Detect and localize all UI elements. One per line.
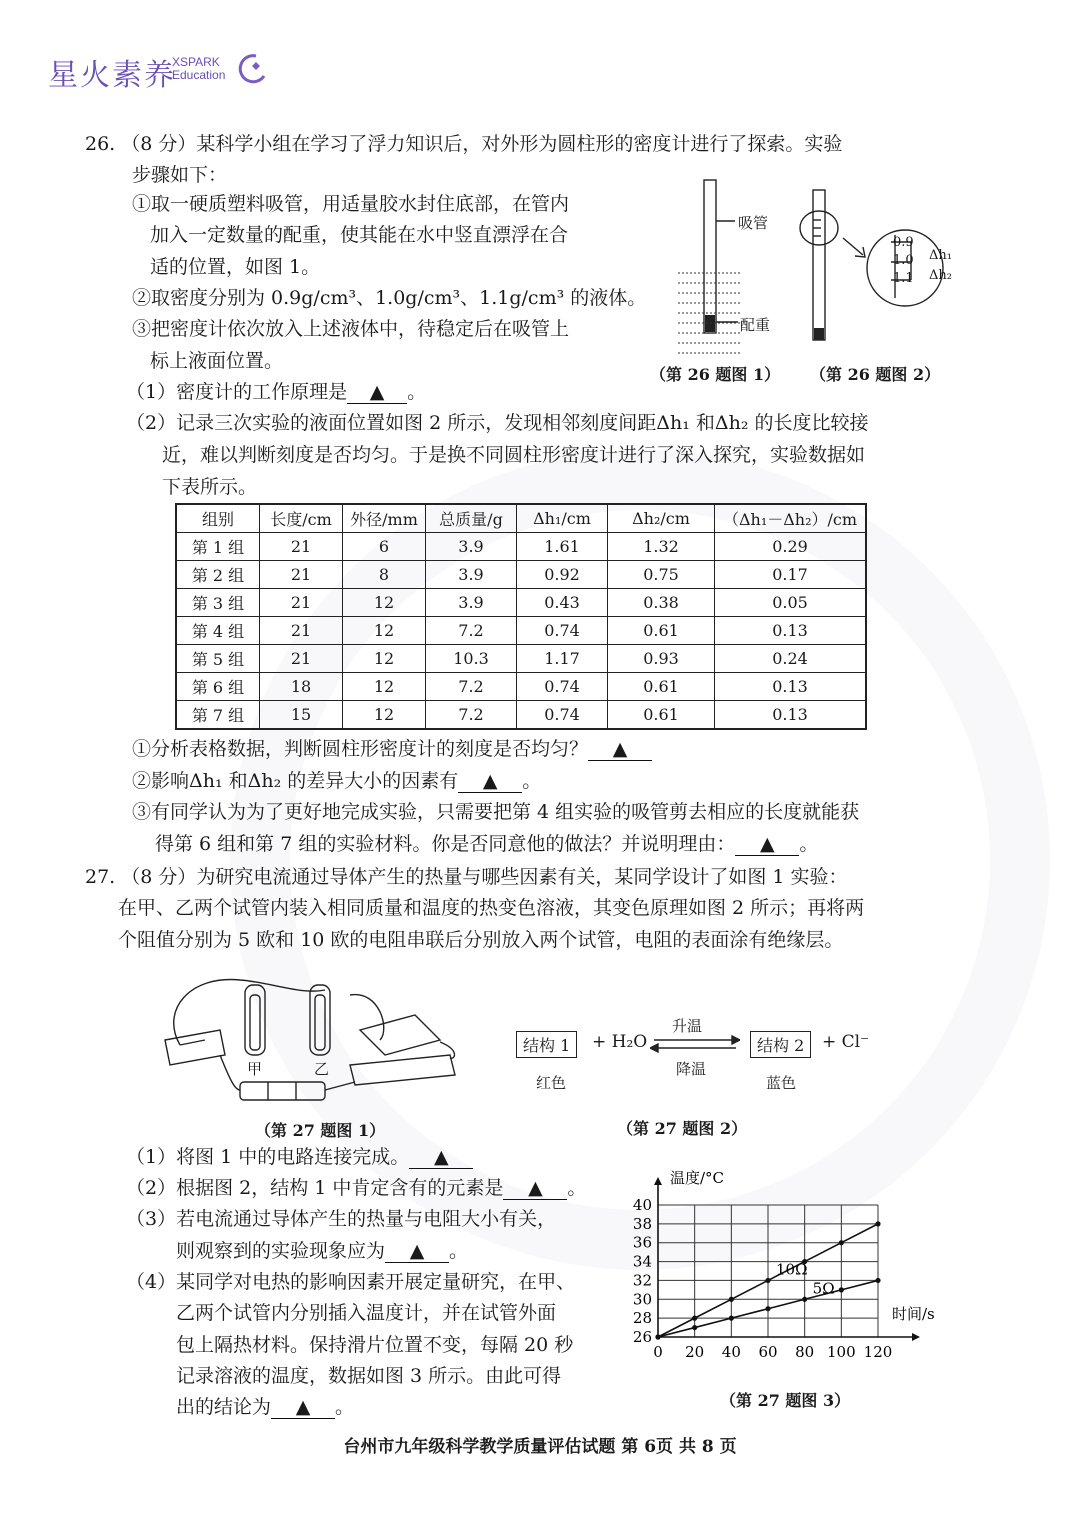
answer-blank[interactable] bbox=[503, 1177, 567, 1200]
table-cell: 0.92 bbox=[517, 561, 608, 589]
table-cell: 21 bbox=[260, 533, 343, 561]
q26-part1: （1）密度计的工作原理是 ▲ 。 bbox=[126, 381, 427, 403]
q27-part3-line1: （3）若电流通过导体产生的热量与电阻大小有关， bbox=[126, 1208, 557, 1230]
table-cell: 3.9 bbox=[426, 589, 517, 617]
q26-step3-line2: 标上液面位置。 bbox=[150, 350, 284, 372]
y-tick-label: 32 bbox=[632, 1271, 652, 1290]
table-header-cell: Δh₁/cm bbox=[517, 504, 608, 533]
table-cell: 0.24 bbox=[715, 645, 867, 673]
table-cell: 0.17 bbox=[715, 561, 867, 589]
series-label: 10Ω bbox=[776, 1260, 808, 1279]
q27-part1-text: （1）将图 1 中的电路连接完成。 bbox=[126, 1146, 410, 1168]
data-point bbox=[875, 1221, 880, 1226]
table-cell: 0.29 bbox=[715, 533, 867, 561]
q27-figure1-circuit bbox=[150, 970, 465, 1110]
table-row bbox=[176, 589, 866, 617]
x-tick-label: 100 bbox=[827, 1343, 856, 1361]
q27-part3-text: 则观察到的实验现象应为 bbox=[176, 1240, 386, 1262]
answer-blank[interactable] bbox=[347, 381, 407, 404]
q26-part2-line3: 下表所示。 bbox=[162, 476, 258, 498]
q26-intro-line2: 步骤如下： bbox=[132, 164, 228, 186]
y-axis-arrow-icon bbox=[654, 1177, 662, 1185]
table-cell: 12 bbox=[343, 701, 426, 730]
data-point bbox=[729, 1316, 734, 1321]
table-header-row bbox=[176, 504, 866, 533]
q26-step3-line1: ③把密度计依次放入上述液体中，待稳定后在吸管上 bbox=[132, 318, 570, 340]
y-tick-label: 26 bbox=[632, 1328, 652, 1346]
q26-intro-line1: 26. （8 分）某科学小组在学习了浮力知识后，对外形为圆柱形的密度计进行了探索。实验 bbox=[85, 133, 843, 155]
table-cell: 0.61 bbox=[608, 701, 715, 730]
answer-blank[interactable] bbox=[735, 833, 799, 856]
struct1-box: 结构 1 bbox=[516, 1031, 577, 1058]
answer-blank[interactable] bbox=[458, 770, 522, 793]
red-label: 红色 bbox=[536, 1074, 567, 1092]
table-cell: 7.2 bbox=[426, 701, 517, 730]
table-cell: 0.43 bbox=[517, 589, 608, 617]
table-cell: 0.13 bbox=[715, 617, 867, 645]
q27-part2-text: （2）根据图 2，结构 1 中肯定含有的元素是 bbox=[126, 1177, 504, 1199]
table-cell: 18 bbox=[260, 673, 343, 701]
fig2-dh2: Δh₂ bbox=[929, 268, 952, 283]
table-cell: 8 bbox=[343, 561, 426, 589]
q26-fig1-caption: （第 26 题图 1） bbox=[650, 365, 781, 384]
q26-sub1 bbox=[132, 738, 652, 761]
q27-part4-line1: （4）某同学对电热的影响因素开展定量研究，在甲、 bbox=[126, 1271, 576, 1293]
table-cell: 0.74 bbox=[517, 617, 608, 645]
table-cell: 15 bbox=[260, 701, 343, 730]
table-cell: 7.2 bbox=[426, 673, 517, 701]
q27-part4-text: 出的结论为 bbox=[176, 1396, 272, 1418]
q27-intro-line1: 27. （8 分）为研究电流通过导体产生的热量与哪些因素有关，某同学设计了如图 1 实验： bbox=[85, 866, 848, 888]
table-cell: 第 1 组 bbox=[176, 533, 260, 561]
tick-1-0: 1.0 bbox=[893, 253, 914, 268]
brand-logo bbox=[48, 50, 176, 94]
table-row bbox=[176, 673, 866, 701]
table-cell: 12 bbox=[343, 673, 426, 701]
triangle-marker: ▲ bbox=[612, 738, 628, 760]
data-point bbox=[765, 1306, 770, 1311]
q26-part2-line2: 近，难以判断刻度是否均匀。于是换不同圆柱形密度计进行了深入探究，实验数据如 bbox=[162, 444, 866, 466]
table-cell: 第 4 组 bbox=[176, 617, 260, 645]
table-cell: 0.13 bbox=[715, 701, 867, 730]
table-cell: 7.2 bbox=[426, 617, 517, 645]
data-point bbox=[729, 1297, 734, 1302]
table-cell: 第 6 组 bbox=[176, 673, 260, 701]
blue-label: 蓝色 bbox=[766, 1074, 797, 1092]
x-tick-label: 80 bbox=[795, 1343, 815, 1361]
logo-chinese: 星火素养 bbox=[48, 58, 176, 93]
temperature-time-chart bbox=[620, 1165, 960, 1380]
triangle-marker: ▲ bbox=[482, 770, 498, 792]
q26-part2-line1: （2）记录三次实验的液面位置如图 2 所示，发现相邻刻度间距Δh₁ 和Δh₂ 的长度比较接 bbox=[126, 412, 869, 434]
y-tick-label: 40 bbox=[632, 1196, 652, 1214]
q27-fig1-caption: （第 27 题图 1） bbox=[255, 1121, 386, 1140]
table-cell: 0.13 bbox=[715, 673, 867, 701]
data-point bbox=[655, 1334, 660, 1339]
table-header-cell: （Δh₁－Δh₂）/cm bbox=[715, 504, 867, 533]
table-cell: 1.61 bbox=[517, 533, 608, 561]
q26-figure1-diagram bbox=[670, 175, 790, 360]
q26-sub2: ②影响Δh₁ 和Δh₂ 的差异大小的因素有 ▲ 。 bbox=[132, 770, 542, 792]
data-point bbox=[765, 1278, 770, 1283]
triangle-marker: ▲ bbox=[409, 1240, 425, 1262]
x-axis-arrow-icon bbox=[912, 1333, 920, 1341]
fig27-label-yi: 乙 bbox=[314, 1060, 330, 1078]
answer-blank[interactable] bbox=[409, 1146, 473, 1169]
q26-step1-line1: ①取一硬质塑料吸管，用适量胶水封住底部，在管内 bbox=[132, 193, 570, 215]
table-cell: 第 3 组 bbox=[176, 589, 260, 617]
table-cell: 第 5 组 bbox=[176, 645, 260, 673]
table-cell: 21 bbox=[260, 645, 343, 673]
q27-part4-line3: 包上隔热材料。保持滑片位置不变，每隔 20 秒 bbox=[176, 1334, 574, 1356]
fig2-dh1: Δh₁ bbox=[929, 248, 952, 263]
table-cell: 1.32 bbox=[608, 533, 715, 561]
x-tick-label: 20 bbox=[685, 1343, 705, 1361]
q26-data-table bbox=[175, 503, 867, 730]
table-cell: 12 bbox=[343, 617, 426, 645]
spark-logo-icon bbox=[230, 52, 270, 84]
table-cell: 第 2 组 bbox=[176, 561, 260, 589]
q26-sub3-line2: 得第 6 组和第 7 组的实验材料。你是否同意他的做法？并说明理由： ▲ 。 bbox=[155, 833, 819, 855]
data-point bbox=[875, 1278, 880, 1283]
triangle-marker: ▲ bbox=[295, 1396, 311, 1418]
x-tick-label: 0 bbox=[653, 1343, 663, 1361]
q27-fig3-caption: （第 27 题图 3） bbox=[720, 1391, 851, 1410]
q27-part1 bbox=[126, 1146, 473, 1169]
table-cell: 0.93 bbox=[608, 645, 715, 673]
answer-blank[interactable] bbox=[385, 1240, 449, 1263]
table-row bbox=[176, 561, 866, 589]
data-point bbox=[802, 1297, 807, 1302]
q26-sub1-text: ①分析表格数据，判断圆柱形密度计的刻度是否均匀？ bbox=[132, 738, 589, 760]
answer-blank[interactable] bbox=[271, 1396, 335, 1419]
fig1-label-tube: 吸管 bbox=[738, 214, 769, 232]
y-tick-label: 28 bbox=[632, 1309, 652, 1328]
triangle-marker: ▲ bbox=[760, 833, 775, 855]
y-axis-label: 温度/°C bbox=[670, 1169, 725, 1187]
q26-sub3-text: 得第 6 组和第 7 组的实验材料。你是否同意他的做法？并说明理由： bbox=[155, 833, 736, 855]
table-header-cell: 长度/cm bbox=[260, 504, 343, 533]
table-cell: 12 bbox=[343, 645, 426, 673]
tick-1-1: 1.1 bbox=[893, 271, 914, 286]
y-tick-label: 38 bbox=[632, 1214, 652, 1233]
data-point bbox=[692, 1316, 697, 1321]
q27-part2: （2）根据图 2，结构 1 中肯定含有的元素是 ▲ 。 bbox=[126, 1177, 587, 1199]
struct2-box: 结构 2 bbox=[750, 1031, 811, 1058]
logo-en-line2: Education bbox=[172, 68, 226, 82]
logo-en-line1: XSPARK bbox=[172, 55, 220, 69]
logo-english bbox=[172, 56, 225, 82]
heat-label: 升温 bbox=[672, 1017, 703, 1035]
q27-part4-line5: 出的结论为 ▲ 。 bbox=[176, 1396, 355, 1418]
data-point bbox=[839, 1240, 844, 1245]
plus-water: + H₂O bbox=[592, 1032, 648, 1052]
plus-chloride: + Cl⁻ bbox=[822, 1032, 870, 1052]
table-cell: 0.05 bbox=[715, 589, 867, 617]
q26-step1-line2: 加入一定数量的配重，使其能在水中竖直漂浮在合 bbox=[150, 224, 569, 246]
q26-part1-text: （1）密度计的工作原理是 bbox=[126, 381, 348, 403]
table-row bbox=[176, 645, 866, 673]
table-row bbox=[176, 617, 866, 645]
table-header-cell: 总质量/g bbox=[426, 504, 517, 533]
table-cell: 0.74 bbox=[517, 701, 608, 730]
series-label: 5Ω bbox=[812, 1279, 835, 1298]
x-tick-label: 40 bbox=[721, 1343, 741, 1361]
q27-fig2-caption: （第 27 题图 2） bbox=[617, 1119, 748, 1138]
triangle-marker: ▲ bbox=[369, 381, 385, 403]
table-cell: 0.61 bbox=[608, 673, 715, 701]
q27-intro-line3: 个阻值分别为 5 欧和 10 欧的电阻串联后分别放入两个试管，电阻的表面涂有绝缘层。 bbox=[118, 929, 844, 951]
table-cell: 1.17 bbox=[517, 645, 608, 673]
table-cell: 3.9 bbox=[426, 561, 517, 589]
q26-step1-line3: 适的位置，如图 1。 bbox=[150, 256, 321, 278]
q26-step2: ②取密度分别为 0.9g/cm³、1.0g/cm³、1.1g/cm³ 的液体。 bbox=[132, 287, 647, 309]
x-tick-label: 120 bbox=[863, 1343, 893, 1361]
table-row bbox=[176, 701, 866, 730]
q26-sub3-line1: ③有同学认为为了更好地完成实验，只需要把第 4 组实验的吸管剪去相应的长度就能获 bbox=[132, 801, 860, 823]
y-tick-label: 34 bbox=[632, 1252, 652, 1271]
reversible-arrow-icon bbox=[650, 1034, 740, 1054]
q26-sub2-text: ②影响Δh₁ 和Δh₂ 的差异大小的因素有 bbox=[132, 770, 459, 792]
tick-0-9: 0.9 bbox=[893, 235, 914, 250]
table-header-cell: 外径/mm bbox=[343, 504, 426, 533]
q27-part3-line2: 则观察到的实验现象应为 ▲ 。 bbox=[176, 1240, 469, 1262]
fig1-label-weight: 配重 bbox=[740, 316, 771, 334]
y-tick-label: 30 bbox=[632, 1290, 652, 1309]
cool-label: 降温 bbox=[676, 1060, 707, 1078]
q27-part4-line2: 乙两个试管内分别插入温度计，并在试管外面 bbox=[176, 1302, 557, 1324]
q26-figure2-diagram bbox=[795, 180, 970, 350]
table-cell: 21 bbox=[260, 589, 343, 617]
table-cell: 12 bbox=[343, 589, 426, 617]
table-cell: 21 bbox=[260, 617, 343, 645]
y-tick-label: 36 bbox=[632, 1233, 652, 1252]
table-cell: 10.3 bbox=[426, 645, 517, 673]
table-cell: 6 bbox=[343, 533, 426, 561]
data-point bbox=[692, 1325, 697, 1330]
table-cell: 0.38 bbox=[608, 589, 715, 617]
fig27-label-jia: 甲 bbox=[247, 1060, 263, 1078]
table-cell: 21 bbox=[260, 561, 343, 589]
answer-blank[interactable] bbox=[588, 738, 652, 761]
table-cell: 第 7 组 bbox=[176, 701, 260, 730]
data-point bbox=[839, 1287, 844, 1292]
q27-intro-line2: 在甲、乙两个试管内装入相同质量和温度的热变色溶液，其变色原理如图 2 所示；再将两 bbox=[118, 897, 865, 919]
fig2-tick-labels bbox=[893, 234, 914, 288]
table-row bbox=[176, 533, 866, 561]
page-footer: 台州市九年级科学教学质量评估试题 第 6页 共 8 页 bbox=[343, 1437, 737, 1457]
triangle-marker: ▲ bbox=[433, 1146, 449, 1168]
table-cell: 3.9 bbox=[426, 533, 517, 561]
x-axis-label: 时间/s bbox=[892, 1305, 935, 1323]
table-cell: 0.74 bbox=[517, 673, 608, 701]
q27-part4-line4: 记录溶液的温度，数据如图 3 所示。由此可得 bbox=[176, 1365, 562, 1387]
table-cell: 0.61 bbox=[608, 617, 715, 645]
table-header-cell: Δh₂/cm bbox=[608, 504, 715, 533]
table-header-cell: 组别 bbox=[176, 504, 260, 533]
triangle-marker: ▲ bbox=[528, 1177, 543, 1199]
x-tick-label: 60 bbox=[758, 1343, 778, 1361]
q26-fig2-caption: （第 26 题图 2） bbox=[810, 365, 941, 384]
table-cell: 0.75 bbox=[608, 561, 715, 589]
